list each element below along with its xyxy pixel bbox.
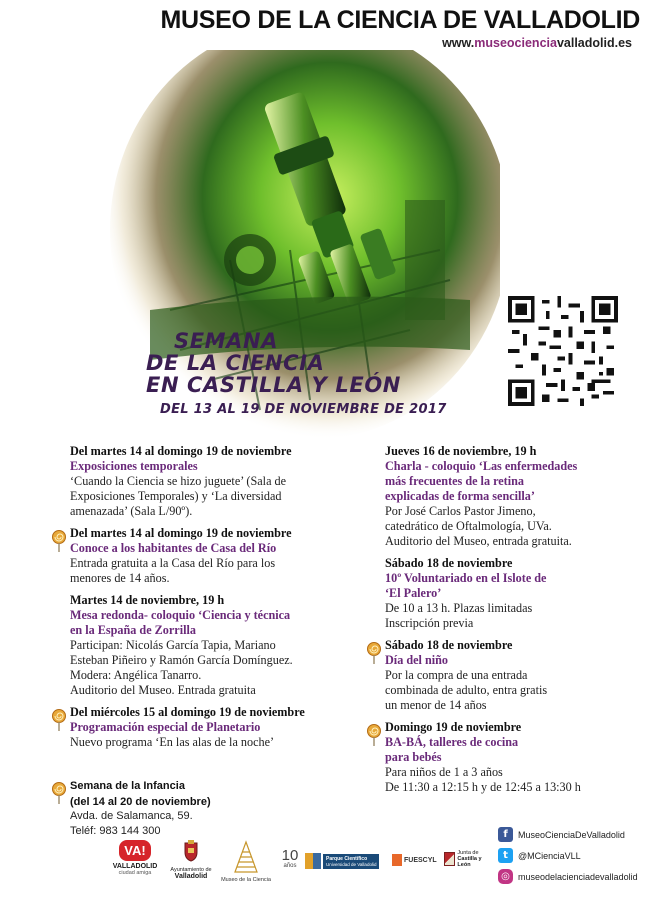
schedule-item [385,444,625,549]
item-title: 10º Voluntariado en el Islote de [385,571,547,585]
item-description: Nuevo programa ‘En las alas de la noche’ [70,735,275,749]
fuescyl-mark-icon [392,854,402,866]
item-title: Día del niño [385,653,448,667]
schedule-item [70,526,360,586]
semana-infancia-note [70,778,310,810]
facebook-icon: f [498,827,513,842]
parque-line2: Universidad de Valladolid [326,861,377,867]
qr-code-icon[interactable] [508,296,618,406]
url-accent: museociencia [474,36,557,50]
website-url[interactable] [380,36,632,50]
item-description: Por José Carlos Pastor Jimeno, [385,504,536,518]
item-title: Conoce a los habitantes de Casa del Río [70,541,277,555]
junta-line1: Junta de [457,850,479,856]
url-suffix: .es [614,36,632,50]
lollipop-icon [50,709,68,731]
social-links [498,824,648,887]
item-description: un menor de 14 años [385,698,487,712]
facebook-link[interactable] [498,824,648,845]
item-title: Mesa redonda- coloquio ‘Ciencia y técnica [70,608,291,622]
item-title: más frecuentes de la retina [385,474,525,488]
va-valladolid-logo [110,840,160,876]
anos-number: 10 [281,847,299,864]
instagram-link[interactable] [498,866,648,887]
item-description: catedrático de Oftalmología, UVa. [385,519,552,533]
item-title: Programación especial de Planetario [70,720,261,734]
schedule-item [70,593,360,698]
item-description: Para niños de 1 a 3 años [385,765,503,779]
lollipop-icon [50,782,68,804]
event-title-line2: DE LA CIENCIA [146,351,325,375]
item-title: para bebés [385,750,442,764]
schedule-item [385,720,625,795]
item-description: Esteban Piñeiro y Ramón García Domínguez. [70,653,293,667]
item-description: amenazada’ (Sala L/90º). [70,504,193,518]
junta-line2: Castilla y León [457,856,482,868]
va-mark: VA! [119,840,150,861]
event-dates: DEL 13 AL 19 DE NOVIEMBRE DE 2017 [160,402,447,417]
item-description: Inscripción previa [385,616,474,630]
item-title: Exposiciones temporales [70,459,198,473]
anos-word: años [283,863,297,869]
sponsor-logos [110,840,500,892]
item-title: en la España de Zorrilla [70,623,196,637]
twitter-link[interactable] [498,845,648,866]
ten-years-logo [278,848,302,869]
item-date: Sábado 18 de noviembre [385,638,513,652]
twitter-icon: t [498,848,513,863]
parque-cientifico-logo [305,853,385,869]
item-date: Del miércoles 15 al domingo 19 de noviembre [70,705,305,719]
item-date: Domingo 19 de noviembre [385,720,522,734]
lollipop-icon [365,724,383,746]
va-name: VALLADOLID [112,863,158,870]
item-date: Del martes 14 al domingo 19 de noviembre [70,444,292,458]
instagram-icon: ◎ [498,869,513,884]
item-description: combinada de adulto, entra gratis [385,683,548,697]
schedule-item [385,556,625,631]
parque-flag-icon [305,853,321,869]
lollipop-icon [365,642,383,664]
item-description: Modera: Angélica Tanarro. [70,668,202,682]
item-description: De 10 a 13 h. Plazas limitadas [385,601,533,615]
event-title-line3: EN CASTILLA Y LEÓN [146,373,401,397]
schedule-item [385,638,625,713]
instagram-handle: museodelacienciadevalladolid [518,871,638,882]
junta-cyl-logo [444,850,494,868]
twitter-handle: @MCienciaVLL [518,850,581,861]
schedule-item [70,444,360,519]
infancia-title: Semana de la Infancia [70,780,185,792]
item-title: ‘El Palero’ [385,586,442,600]
item-description: Auditorio del Museo, entrada gratuita. [385,534,572,548]
item-description: Entrada gratuita a la Casa del Río para los [70,556,276,570]
item-date: Sábado 18 de noviembre [385,556,513,570]
fuescyl-logo [392,854,440,866]
infancia-dates: (del 14 al 20 de noviembre) [70,796,211,808]
item-description: menores de 14 años. [70,571,170,585]
page-title: MUSEO DE LA CIENCIA DE VALLADOLID [160,6,640,34]
va-tag: ciudad amiga [118,870,152,876]
schedule-left-column [70,444,360,757]
ayto-line2: Valladolid [174,873,208,880]
museo-label: Museo de la Ciencia [221,877,271,883]
fuescyl-label: FUESCYL [404,856,437,864]
url-mid: valladolid [556,36,615,50]
ayto-line1: Ayuntamiento de [170,867,212,873]
address-street: Avda. de Salamanca, 59. [70,810,193,822]
facebook-handle: MuseoCienciaDeValladolid [518,829,625,840]
item-description: ‘Cuando la Ciencia se hizo juguete’ (Sala de [70,474,287,488]
event-title [146,329,500,397]
item-date: Del martes 14 al domingo 19 de noviembre [70,526,292,540]
coat-of-arms-icon [183,840,199,862]
lollipop-icon [50,530,68,552]
item-description: De 11:30 a 12:15 h y de 12:45 a 13:30 h [385,780,581,794]
item-description: Por la compra de una entrada [385,668,528,682]
junta-shield-icon [444,852,455,866]
item-date: Martes 14 de noviembre, 19 h [70,593,225,607]
ayuntamiento-logo [168,840,214,880]
address-phone[interactable]: Teléf: 983 144 300 [70,825,161,837]
item-title: Charla - coloquio ‘Las enfermedades [385,459,578,473]
url-prefix: www. [442,36,475,50]
parque-line1: Parque Científico [326,855,368,862]
event-title-line1: SEMANA [174,329,279,353]
museum-building-icon [231,840,261,874]
item-description: Exposiciones Temporales) y ‘La diversidad [70,489,282,503]
museo-ciencia-logo [218,840,274,883]
schedule-right-column [385,444,625,802]
item-date: Jueves 16 de noviembre, 19 h [385,444,537,458]
item-title: BA-BÁ, talleres de cocina [385,735,519,749]
item-description: Auditorio del Museo. Entrada gratuita [70,683,256,697]
item-description: Participan: Nicolás García Tapia, Mariano [70,638,276,652]
item-title: explicadas de forma sencilla’ [385,489,535,503]
museum-address [70,809,193,839]
schedule-item [70,705,360,750]
